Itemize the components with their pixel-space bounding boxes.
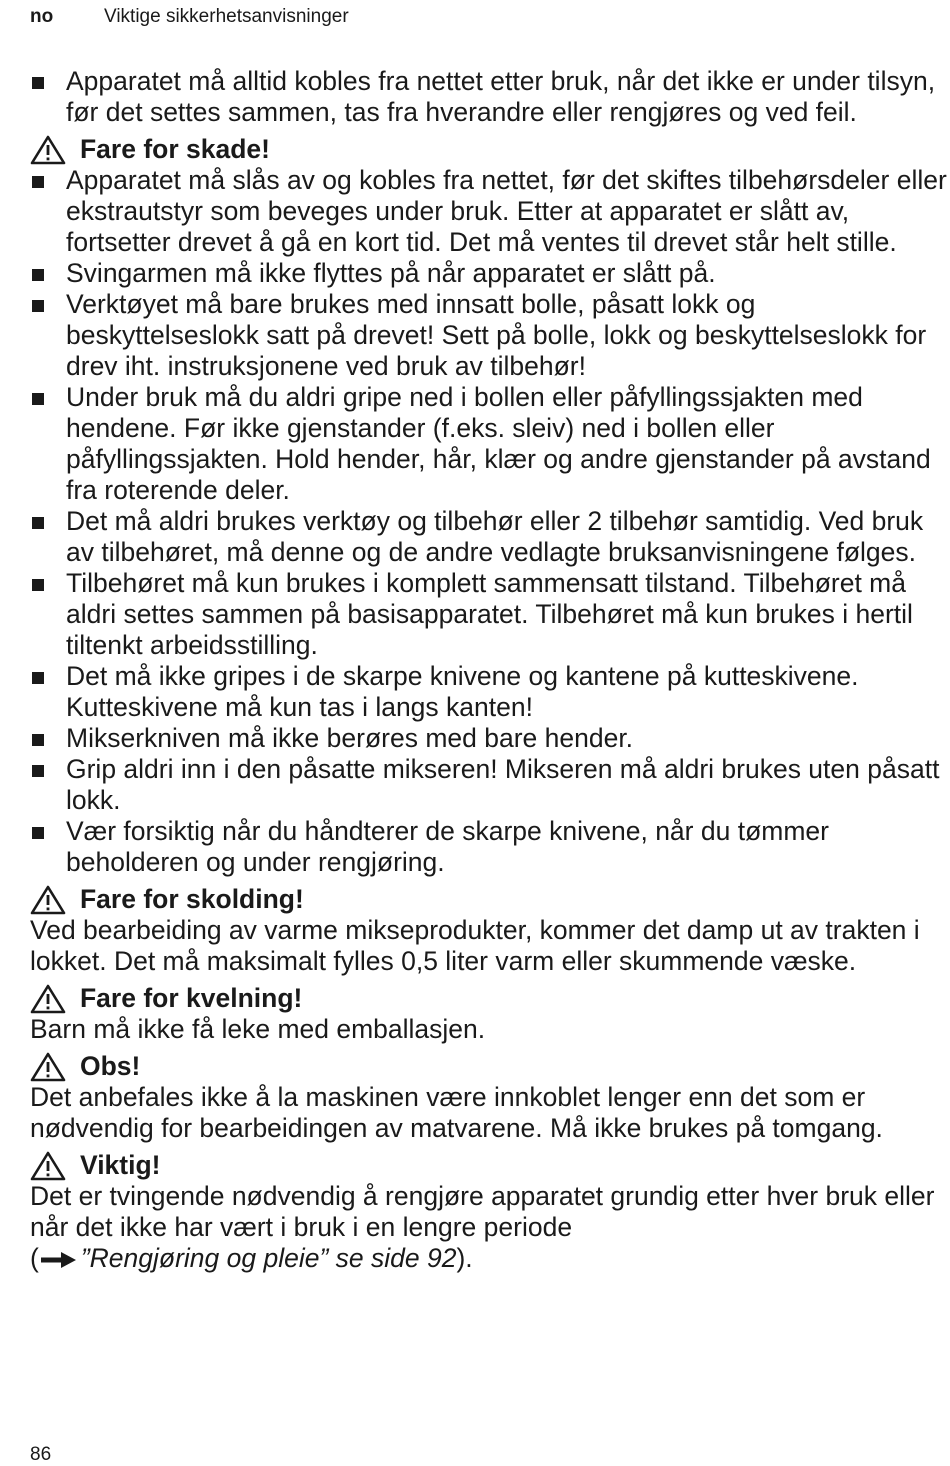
paragraph-text: Det er tvingende nødvendig å rengjøre apparatet grundig etter hver bruk eller når det ikke har vært i bruk i en lengre periode	[30, 1181, 935, 1242]
bullet-square-icon	[32, 77, 44, 89]
bullet-item	[30, 66, 950, 128]
page-header	[30, 6, 349, 28]
bullet-item	[30, 506, 950, 568]
bullet-item	[30, 258, 950, 289]
bullet-text: Grip aldri inn i den påsatte mikseren! Mikseren må aldri brukes uten påsatt lokk.	[66, 754, 940, 815]
warning-title: Fare for skade!	[80, 134, 270, 164]
reference-open: (	[30, 1243, 39, 1273]
cross-reference	[30, 1243, 950, 1276]
warning-title: Fare for skolding!	[80, 884, 304, 914]
paragraph-text: Ved bearbeiding av varme mikseprodukter, kommer det damp ut av trakten i lokket. Det må maksimalt fylles 0,5 liter varm eller skummende væske.	[30, 915, 920, 976]
bullet-item	[30, 661, 950, 723]
bullet-square-icon	[32, 579, 44, 591]
bullet-square-icon	[32, 393, 44, 405]
bullet-text: Mikserkniven må ikke berøres med bare hender.	[66, 723, 634, 753]
warning-title: Fare for kvelning!	[80, 983, 303, 1013]
bullet-text: Det må ikke gripes i de skarpe knivene og kantene på kutteskivene. Kutteskivene må kun tas i langs kanten!	[66, 661, 859, 722]
bullet-text: Under bruk må du aldri gripe ned i bollen eller påfyllingssjakten med hendene. Før ikke gjenstander (f.eks. sleiv) ned i bollen eller påfyllingssjakten. Hold hender, hår, klær og andre gjenstander på avstand fra roterende deler.	[66, 382, 931, 505]
paragraph-text: Det anbefales ikke å la maskinen være innkoblet lenger enn det som er nødvendig for bearbeidingen av matvarene. Må ikke brukes på tomgang.	[30, 1082, 883, 1143]
header-title: Viktige sikkerhetsanvisninger	[104, 6, 349, 27]
bullet-text: Vær forsiktig når du håndterer de skarpe knivene, når du tømmer beholderen og under rengjøring.	[66, 816, 829, 877]
paragraph	[30, 1014, 950, 1045]
bullet-item	[30, 289, 950, 382]
paragraph	[30, 1181, 950, 1243]
warning-heading	[30, 1051, 950, 1082]
bullet-square-icon	[32, 827, 44, 839]
warning-title: Viktig!	[80, 1150, 161, 1180]
bullet-square-icon	[32, 765, 44, 777]
reference-link[interactable]: ”Rengjøring og pleie” se side 92	[80, 1243, 457, 1273]
paragraph	[30, 915, 950, 977]
bullet-item	[30, 754, 950, 816]
paragraph	[30, 1082, 950, 1144]
warning-heading	[30, 134, 950, 165]
bullet-square-icon	[32, 300, 44, 312]
bullet-item	[30, 382, 950, 506]
paragraph-text: Barn må ikke få leke med emballasjen.	[30, 1014, 486, 1044]
bullet-text: Svingarmen må ikke flyttes på når apparatet er slått på.	[66, 258, 716, 288]
arrow-right-icon	[41, 1245, 77, 1276]
bullet-item	[30, 568, 950, 661]
warning-heading	[30, 884, 950, 915]
bullet-item	[30, 816, 950, 878]
warning-title: Obs!	[80, 1051, 141, 1081]
bullet-square-icon	[32, 517, 44, 529]
bullet-square-icon	[32, 269, 44, 281]
content	[30, 66, 950, 1276]
bullet-square-icon	[32, 672, 44, 684]
bullet-text: Apparatet må alltid kobles fra nettet etter bruk, når det ikke er under tilsyn, før det settes sammen, tas fra hverandre eller rengjøres og ved feil.	[66, 66, 936, 127]
bullet-square-icon	[32, 176, 44, 188]
bullet-item	[30, 723, 950, 754]
bullet-text: Det må aldri brukes verktøy og tilbehør eller 2 tilbehør samtidig. Ved bruk av tilbehøret, må denne og de andre vedlagte bruksanvisningene følges.	[66, 506, 924, 567]
language-code: no	[30, 6, 54, 27]
bullet-item	[30, 165, 950, 258]
bullet-text: Apparatet må slås av og kobles fra nettet, før det skiftes tilbehørsdeler eller ekstrautstyr som beveges under bruk. Etter at apparatet er slått av, fortsetter drevet å gå en kort tid. Det må ventes til drevet står helt stille.	[66, 165, 947, 257]
reference-close: ).	[456, 1243, 473, 1273]
bullet-text: Tilbehøret må kun brukes i komplett sammensatt tilstand. Tilbehøret må aldri settes sammen på basisapparatet. Tilbehøret må kun brukes i hertil tiltenkt arbeidsstilling.	[66, 568, 913, 660]
page-number: 86	[30, 1444, 52, 1465]
bullet-text: Verktøyet må bare brukes med innsatt bolle, påsatt lokk og beskyttelseslokk satt på drevet! Sett på bolle, lokk og beskyttelseslokk for drev iht. instruksjonene ved bruk av tilbehør!	[66, 289, 927, 381]
bullet-square-icon	[32, 734, 44, 746]
warning-heading	[30, 983, 950, 1014]
warning-heading	[30, 1150, 950, 1181]
